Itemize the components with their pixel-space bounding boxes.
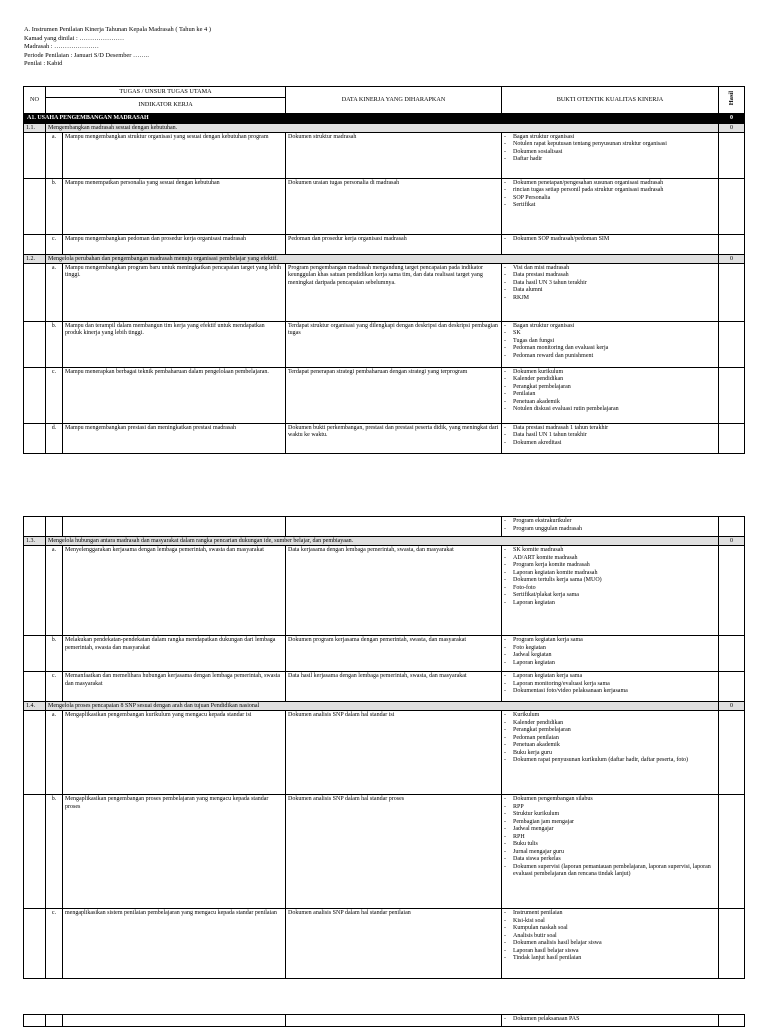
table-row <box>24 517 745 537</box>
indicator-text: Mengaplikasikan pengembangan kurikulum yang mengacu kepada standar isi <box>63 711 286 795</box>
document-header <box>24 26 211 69</box>
subsection-row <box>24 537 745 546</box>
table-row <box>24 672 745 702</box>
expected-data-text: Dokumen bukti perkembangan, prestasi dan prestasi peserta didik, yang meningkat dari waktu ke waktu. <box>286 423 502 453</box>
table-row <box>24 1015 745 1027</box>
row-letter: b. <box>46 178 63 234</box>
indicator-text: mengaplikasikan sistem penilaian pembelajaran yang mengacu kepada standar penilaian <box>63 909 286 979</box>
expected-data-text: Terdapat penerapan strategi pembaharuan dengan strategi yang terprogram <box>286 367 502 423</box>
table-row <box>24 909 745 979</box>
row-letter: c. <box>46 909 63 979</box>
subsection-row <box>24 254 745 263</box>
row-letter: b. <box>46 321 63 367</box>
table-row <box>24 636 745 672</box>
expected-data-text: Dokumen analisis SNP dalam hal standar penilaian <box>286 909 502 979</box>
table-row <box>24 367 745 423</box>
subsection-number: 1.4. <box>24 702 46 711</box>
document-title: A. Instrumen Penilaian Kinerja Tahunan Kepala Madrasah ( Tahun ke 4 ) <box>24 26 211 33</box>
evidence-list: - Bagan struktur organisasi - Notulen rapat keputusan tentang penyusunan struktur organisasi - Dokumen sosialisasi - Daftar hadir <box>502 132 719 178</box>
row-letter: c. <box>46 234 63 254</box>
indicator-text: Mampu mengembangkan pedoman dan prosedur kerja organisasi madrasah <box>63 234 286 254</box>
col-data: DATA KINERJA YANG DIHARAPKAN <box>286 87 502 114</box>
subsection-number: 1.3. <box>24 537 46 546</box>
evidence-list: - Dokumen SOP madrasah/pedoman SIM <box>502 234 719 254</box>
col-no: NO <box>24 87 46 114</box>
expected-data-text: Terdapat struktur organisasi yang dilengkapi dengan deskripsi dan deskripsi pembagian tugas <box>286 321 502 367</box>
expected-data-text: Pedoman dan prosedur kerja organisasi madrasah <box>286 234 502 254</box>
expected-data-text: Data hasil kerjasama dengan lembaga pemerintah, swasta, dan masyarakat <box>286 672 502 702</box>
evidence-list: - Data prestasi madrasah 1 tahun terakhir - Data hasil UN 1 tahun terakhir - Dokumen akreditasi <box>502 423 719 453</box>
table-row <box>24 321 745 367</box>
indicator-text: Mengaplikasikan pengembangan proses pembelajaran yang mengacu kepada standar proses <box>63 795 286 909</box>
section-row <box>24 113 745 123</box>
subsection-score: 0 <box>719 123 745 132</box>
subsection-row <box>24 123 745 132</box>
indicator-text: Melakukan pendekatan-pendekatan dalam rangka mendapatkan dukungan dari lembaga pemerintah, swasta dan masyarakat <box>63 636 286 672</box>
expected-data-text: Dokumen struktur madrasah <box>286 132 502 178</box>
row-letter: a. <box>46 546 63 636</box>
evidence-list: - Kurikulum - Kalender pendidikan - Perangkat pembelajaran - Pedoman penilaian - Penetuan akademik - Buku kerja guru - Dokumen rapat penyusunan kurikulum (daftar hadir, daftar peserta, foto) <box>502 711 719 795</box>
header-line-penilai: Penilai : Kabid <box>24 60 63 68</box>
indicator-text: Memanfaatkan dan memelihara hubungan kerjasama dengan lembaga pemerintah, swasta dan masyarakat <box>63 672 286 702</box>
expected-data-text: Dokumen program kerjasama dengan pemerintah, swasta, dan masyarakat <box>286 636 502 672</box>
indicator-text: Mampu dan terampil dalam membangun tim kerja yang efektif untuk mendapatkan produk kinerja yang lebih tinggi. <box>63 321 286 367</box>
col-indikator: INDIKATOR KERJA <box>46 97 286 113</box>
row-letter: c. <box>46 672 63 702</box>
section-label: A1. USAHA PENGEMBANGAN MADRASAH <box>24 113 719 123</box>
assessment-table-page-1 <box>23 86 745 454</box>
indicator-text: Mampu mengembangkan program baru untuk meningkatkan pencapaian target yang lebih tinggi. <box>63 263 286 321</box>
assessment-table-page-2 <box>23 516 745 979</box>
row-letter: a. <box>46 711 63 795</box>
expected-data-text: Dokumen uraian tugas personalia di madrasah <box>286 178 502 234</box>
row-letter: a. <box>46 132 63 178</box>
indicator-text: Mampu menerapkan berbagai teknik pembaharuan dalam pengelolaan pembelajaran. <box>63 367 286 423</box>
subsection-title: Mengelola hubungan antara madrasah dan masyarakat dalam rangka pencarian dukungan ide, sumber belajar, dan pembiayaan. <box>46 537 719 546</box>
subsection-score: 0 <box>719 537 745 546</box>
evidence-list: - Visi dan misi madrasah - Data prestasi madrasah - Data hasil UN 3 tahun terakhir - Data alumni - RKJM <box>502 263 719 321</box>
col-bukti: BUKTI OTENTIK KUALITAS KINERJA <box>502 87 719 114</box>
evidence-list: - Program ekstrakurikuler - Program unggulan madrasah <box>502 517 719 537</box>
indicator-text: Mampu menempatkan personalia yang sesuai dengan kebutuhan <box>63 178 286 234</box>
expected-data-text: Dokumen analisis SNP dalam hal standar proses <box>286 795 502 909</box>
header-line-madrasah: Madrasah : ………………… <box>24 43 99 51</box>
subsection-title: Mengelola proses pencapaian 8 SNP sesuai dengan arah dan tujuan Pendidikan nasional <box>46 702 719 711</box>
table-row <box>24 263 745 321</box>
table-row <box>24 546 745 636</box>
table-row <box>24 423 745 453</box>
subsection-number: 1.2. <box>24 254 46 263</box>
row-letter: a. <box>46 263 63 321</box>
evidence-list: - Dokumen kurikulum - Kalender pendidikan - Perangkat pembelajaran - Penilaian - Penetuan akademik - Notulen diskusi evaluasi rutin pembelajaran <box>502 367 719 423</box>
assessment-table-page-3 <box>23 1014 745 1027</box>
table-row <box>24 711 745 795</box>
indicator-text: Mampu mengembangkan prestasi dan meningkatkan prestasi madrasah <box>63 423 286 453</box>
subsection-title: Mengembangkan madrasah sesuai dengan kebutuhan. <box>46 123 719 132</box>
evidence-list: - Dokumen penetapan/pengesahan susunan organisasi madrasah - rincian tugas setiap personil pada struktur organisasi madrasah - SOP Personalia - Sertifikat <box>502 178 719 234</box>
row-letter: d. <box>46 423 63 453</box>
indicator-text: Menyelenggarakan kerjasama dengan lembaga pemerintah, swasta dan masyarakat <box>63 546 286 636</box>
col-hasil: Hasil <box>719 87 745 114</box>
evidence-list: - Instrument penilaian - Kisi-kisi soal - Kumpulan naskah soal - Analisis butir soal - Dokumen analisis hasil belajar siswa - Laporan hasil belajar siswa - Tindak lanjut hasil penilaian <box>502 909 719 979</box>
subsection-number: 1.1. <box>24 123 46 132</box>
section-score: 0 <box>719 113 745 123</box>
table-row <box>24 132 745 178</box>
indicator-text: Mampu mengembangkan struktur organisasi yang sesuai dengan kebutuhan program <box>63 132 286 178</box>
evidence-list: - Program kegiatan kerja sama - Foto kegiatan - Jadwal kegiatan - Laporan kegiatan <box>502 636 719 672</box>
subsection-score: 0 <box>719 254 745 263</box>
row-letter: b. <box>46 795 63 909</box>
expected-data-text: Dokumen analisis SNP dalam hal standar isi <box>286 711 502 795</box>
row-letter: c. <box>46 367 63 423</box>
evidence-list: - SK komite madrasah - AD/ART komite madrasah - Program kerja komite madrasah - Laporan kegiatan komite madrasah - Dokumen tertulis kerja sama (MUO) - Foto-foto - Sertifikat/plakat kerja sama - Laporan kegiatan <box>502 546 719 636</box>
col-tugas: TUGAS / UNSUR TUGAS UTAMA <box>46 87 286 98</box>
expected-data-text: Program pengembangan madrasah mengandung target pencapaian pada indikator keunggulan khas satuan pendidikan kerja sama tim, dan data realisasi target yang meningkat daripada pencapaian sebelumnya. <box>286 263 502 321</box>
evidence-list: - Laporan kegiatan kerja sama - Laporan monitoring/evaluasi kerja sama - Dokumentasi foto/video pelaksanaan kerjasama <box>502 672 719 702</box>
row-letter: b. <box>46 636 63 672</box>
subsection-row <box>24 702 745 711</box>
evidence-list: - Dokumen pelaksanaan PAS <box>502 1015 719 1027</box>
table-row <box>24 234 745 254</box>
header-line-periode: Periode Penilaian : Januari S/D Desember …….. <box>24 51 149 59</box>
subsection-score: 0 <box>719 702 745 711</box>
evidence-list: - Bagan struktur organisasi - SK - Tugas dan fungsi - Pedoman monitoring dan evaluasi kerja - Pedoman reward dan punishment <box>502 321 719 367</box>
subsection-title: Mengelola perubahan dan pengembangan madrasah menuju organisasi pembelajar yang efektif. <box>46 254 719 263</box>
table-row <box>24 178 745 234</box>
expected-data-text: Data kerjasama dengan lembaga pemerintah, swasta, dan masyarakat <box>286 546 502 636</box>
evidence-list: - Dokumen pengembangan silabus - RPP - Struktur kurikulum - Pembagian jam mengajar - Jadwal mengajar - RPH - Buku tulis - Jurnal mengajar guru - Data siswa perkelas - Dokumen supervisi (laporan pemantauan pembelajaran, laporan supervisi, laporan evaluasi pembelajaran dan rencana tindak lanjut) <box>502 795 719 909</box>
header-line-kamad: Kamad yang dinilai : ………………… <box>24 34 125 42</box>
table-row <box>24 795 745 909</box>
